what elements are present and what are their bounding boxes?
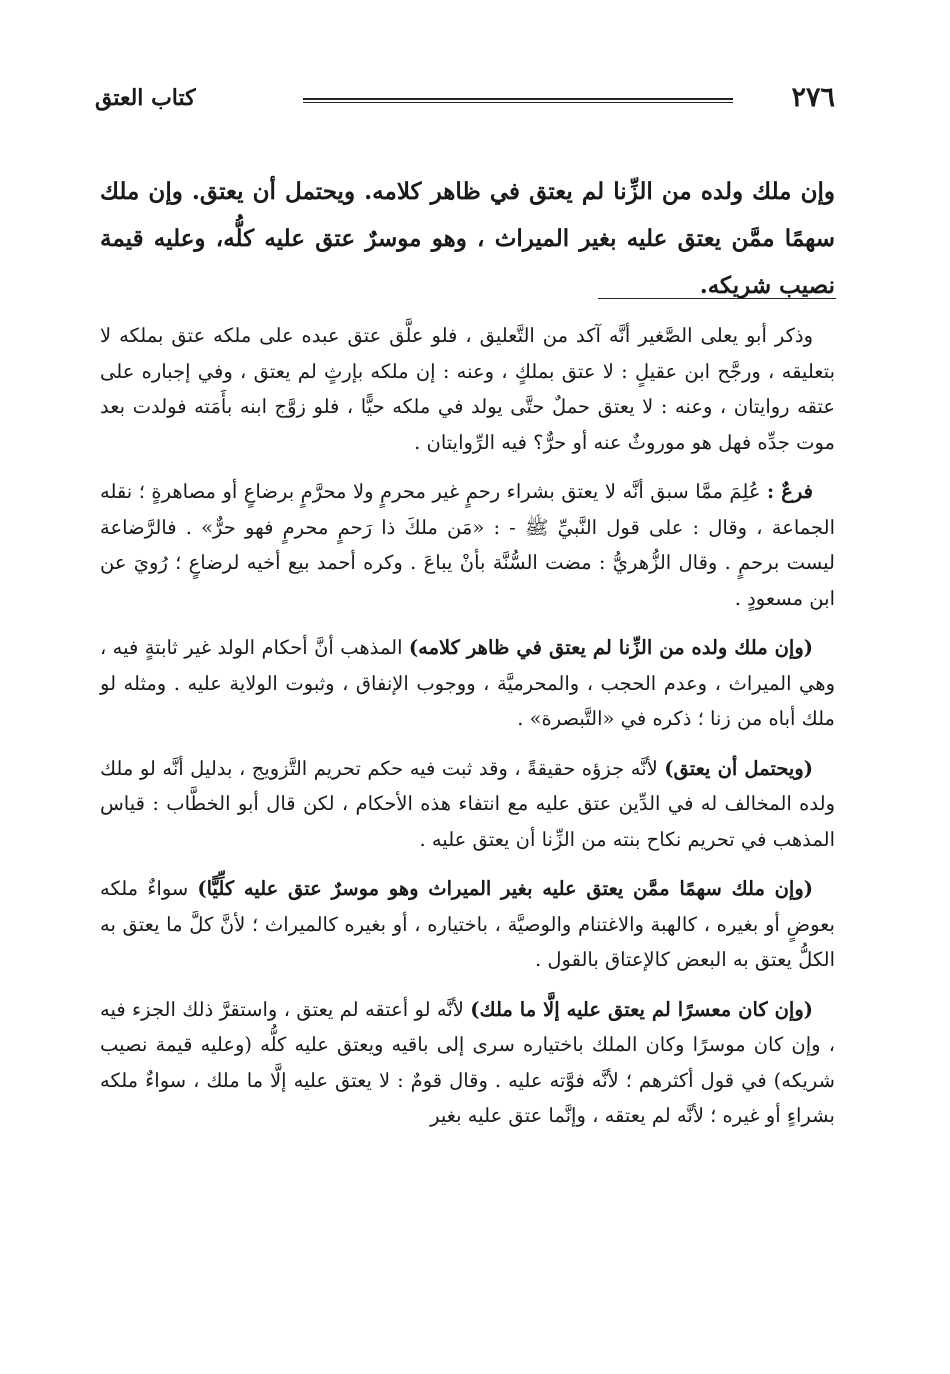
paragraph-lead: (وإن كان معسرًا لم يعتق عليه إلَّا ما ملك): [470, 997, 813, 1021]
paragraph-text: وذكر أبو يعلى الصَّغير أنَّه آكد من التَّعليق ، فلو علَّق عتق عبده على ملكه عتق بملكه لا بتعليقه ، ورجَّح ابن عقيلٍ : لا عتق بملكٍ ، وعنه : إن ملكه بإرثٍ لم يعتق ، وفي إجباره على عتقه روايتان ، وعنه : لا يعتق حملٌ حتَّى يولد في ملكه حيًّا ، فلو زوَّج ابنه بأَمَته فولدت بعد موت جدِّه فهل هو موروثٌ عنه أو حرٌّ؟ فيه الرِّوايتان .: [100, 324, 835, 454]
paragraph-lead: (وإن ملك ولده من الزِّنا لم يعتق في ظاهر كلامه): [408, 636, 813, 659]
paragraph-text: لأنَّه لو أعتقه لم يعتق ، واستقرَّ ذلك الجزء فيه ، وإن كان موسرًا وكان الملك باختياره سرى إلى باقيه ويعتق عليه كلُّه (وعليه قيمة نصيب شريكه) في قول أكثرهم ؛ لأنَّه فوَّته عليه . وقال قومٌ : لا يعتق عليه إلَّا ما ملك ، سواءٌ ملكه بشراءٍ أو غيره ؛ لأنَّه لم يعتقه ، وإنَّما عتق عليه بغير: [100, 997, 835, 1127]
commentary: [100, 318, 835, 1148]
paragraph-text: عُلِمَ ممَّا سبق أنَّه لا يعتق بشراء رحمٍ غير محرمٍ ولا محرَّمٍ برضاعٍ أو مصاهرةٍ ؛ نقله الجماعة ، وقال : على قول النَّبيِّ ﷺ - : «مَن ملكَ ذا رَحمٍ محرمٍ فهو حرٌّ» . فالرَّضاعة ليست برحمٍ . وقال الزُّهريُّ : مضت السُّنَّة بأنْ يباعَ . وكره أحمد بيع أخيه لرضاعٍ ؛ رُويَ عن ابن مسعودٍ .: [100, 480, 835, 610]
commentary-paragraph: [100, 751, 835, 858]
paragraph-text: سواءٌ ملكه بعوضٍ أو بغيره ، كالهبة والاغتنام والوصيَّة ، باختياره ، أو بغيره كالميراث ؛ لأنَّ كلَّ ما يعتق به الكلُّ يعتق به البعض كالإعتاق بالقول .: [100, 877, 835, 971]
commentary-paragraph: [100, 318, 835, 460]
header-rule: [303, 98, 733, 103]
paragraph-lead: (وإن ملك سهمًا ممَّن يعتق عليه بغير الميراث وهو موسرٌ عتق عليه كلِّيًّا): [197, 877, 813, 900]
page-number: ٢٧٦: [791, 82, 835, 113]
paragraph-lead: (ويحتمل أن يعتق): [664, 756, 813, 780]
page-header: [95, 82, 835, 122]
commentary-paragraph: [100, 630, 835, 737]
matn-text: وإن ملك ولده من الزِّنا لم يعتق في ظاهر كلامه. ويحتمل أن يعتق. وإن ملك سهمًا ممَّن يعتق عليه بغير الميراث ، وهو موسرٌ عتق عليه كلُّه، وعليه قيمة نصيب شريكه.: [100, 178, 835, 299]
commentary-paragraph: [100, 871, 835, 978]
paragraph-text: المذهب أنَّ أحكام الولد غير ثابتةٍ فيه ، وهي الميراث ، وعدم الحجب ، والمحرميَّة ، ووجوب الإنفاق ، وثبوت الولاية عليه . ومثله لو ملك أباه من زنا ؛ ذكره في «التَّبصرة» .: [100, 636, 835, 730]
running-title: كتاب العتق: [95, 85, 196, 111]
commentary-paragraph: [100, 474, 835, 616]
commentary-paragraph: [100, 992, 835, 1134]
paragraph-lead: فرعٌ :: [766, 480, 813, 503]
matn-divider: [598, 298, 836, 299]
paragraph-text: لأنَّه جزؤه حقيقةً ، وقد ثبت فيه حكم تحريم التَّزويج ، بدليل أنَّه لو ملك ولده المخالف له في الدِّين عتق عليه مع انتفاء هذه الأحكام ، لكن قال أبو الخطَّاب : قياس المذهب في تحريم نكاح بنته من الزِّنا أن يعتق عليه .: [100, 756, 835, 851]
